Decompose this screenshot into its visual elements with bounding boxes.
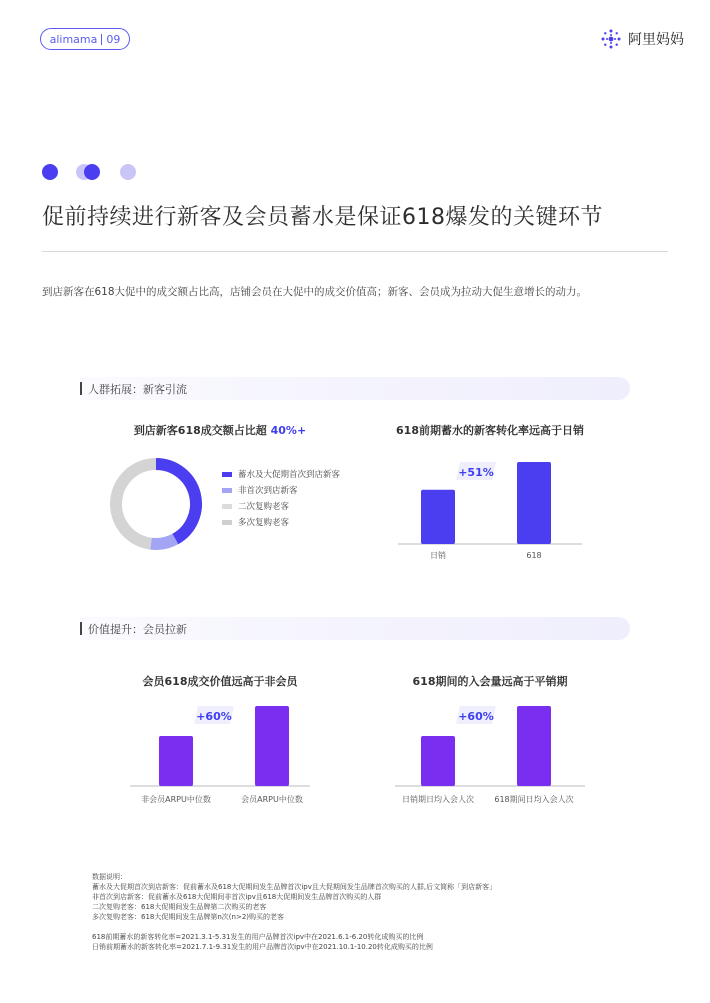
section-marker: [80, 382, 82, 395]
bar-chart-member-value: [120, 696, 320, 810]
bar: [517, 706, 551, 786]
brand-tag-text: alimama: [49, 32, 98, 46]
note-line: 数据说明：: [92, 873, 127, 881]
donut-slice: [151, 539, 175, 544]
section-label: 价值提升：会员拉新: [88, 622, 187, 636]
chart3-title: 会员618成交价值远高于非会员: [142, 675, 298, 688]
category-label: 日销: [430, 551, 446, 560]
legend-swatch: [222, 520, 232, 525]
donut-slice: [156, 464, 196, 539]
bar-chart-conversion: [390, 452, 590, 564]
bar: [517, 462, 551, 544]
bar-chart-member-join: [385, 696, 595, 810]
legend-swatch: [222, 488, 232, 493]
section-band-members: [80, 617, 630, 640]
note-line: 多次复购老客：618大促期间发生品牌第n次(n>2)购买的老客: [92, 913, 285, 921]
alimama-logo: [600, 28, 684, 50]
note-line: 618前期蓄水的新客转化率=2021.3.1-5.31发生的用户品牌首次ipv中在2021.6.1-6.20转化成购买的比例: [92, 933, 424, 941]
donut-slice: [116, 464, 156, 544]
decor-dot-3: [120, 164, 136, 180]
chart1-title: [110, 422, 330, 438]
legend-label: 多次复购老客: [238, 518, 290, 528]
section-label: 人群拓展：新客引流: [88, 382, 187, 396]
category-label: 会员ARPU中位数: [241, 795, 303, 804]
note-line: [92, 922, 496, 932]
decor-dot-1: [42, 164, 58, 180]
page-number: 09: [106, 32, 121, 46]
bar: [255, 706, 289, 786]
decor-dot-2b: [84, 164, 100, 180]
alimama-logo-icon: [600, 28, 622, 50]
note-line: 非首次到店新客：促前蓄水及618大促期间非首次ipv且618大促期间发生品牌首次购买的人群: [92, 893, 382, 901]
legend-label: 非首次到店新客: [238, 486, 298, 496]
tag-divider: [101, 34, 102, 45]
logo-text: 阿里妈妈: [628, 32, 684, 48]
chart2-title: 618前期蓄水的新客转化率远高于日销: [396, 424, 584, 437]
bar: [421, 736, 455, 786]
legend-item: [222, 482, 340, 498]
category-label: 日销期日均入会人次: [402, 795, 474, 804]
data-notes: [92, 872, 496, 952]
donut-legend: [222, 466, 340, 530]
note-line: 日销前期蓄水的新客转化率=2021.7.1-9.31发生的用户品牌首次ipv中在2021.10.1-10.20转化成购买的比例: [92, 943, 433, 951]
legend-item: [222, 466, 340, 482]
chart1-title-prefix: 到店新客618成交额占比超: [133, 424, 267, 437]
chart1-title-highlight: 40%+: [270, 424, 307, 437]
page-subtitle: 到店新客在618大促中的成交额占比高，店铺会员在大促中的成交价值高；新客、会员成为拉动大促生意增长的动力。: [42, 286, 588, 298]
legend-label: 二次复购老客: [238, 502, 290, 512]
legend-swatch: [222, 472, 232, 477]
title-divider: [42, 251, 668, 252]
bar: [421, 490, 455, 544]
growth-label: +60%: [196, 710, 232, 723]
legend-item: [222, 498, 340, 514]
legend-swatch: [222, 504, 232, 509]
legend-label: 蓄水及大促期首次到店新客: [238, 470, 341, 480]
donut-chart: [108, 456, 204, 552]
category-label: 618期间日均入会人次: [494, 795, 574, 804]
chart4-title: 618期间的入会量远高于平销期: [412, 675, 568, 688]
category-label: 非会员ARPU中位数: [141, 795, 211, 804]
page-title: 促前持续进行新客及会员蓄水是保证618爆发的关键环节: [42, 205, 603, 230]
legend-item: [222, 514, 340, 530]
bar: [159, 736, 193, 786]
category-label: 618: [526, 551, 542, 560]
growth-label: +51%: [458, 466, 494, 479]
section-band-new-customers: [80, 377, 630, 400]
note-line: 二次复购老客：618大促期间发生品牌第二次购买的老客: [92, 903, 267, 911]
section-marker: [80, 622, 82, 635]
brand-page-tag: [40, 28, 130, 50]
growth-label: +60%: [458, 710, 494, 723]
note-line: 蓄水及大促期首次到店新客：促前蓄水及618大促期间发生品牌首次ipv且大促期间发生品牌首次购买的人群,后文简称「到店新客」: [92, 883, 497, 891]
